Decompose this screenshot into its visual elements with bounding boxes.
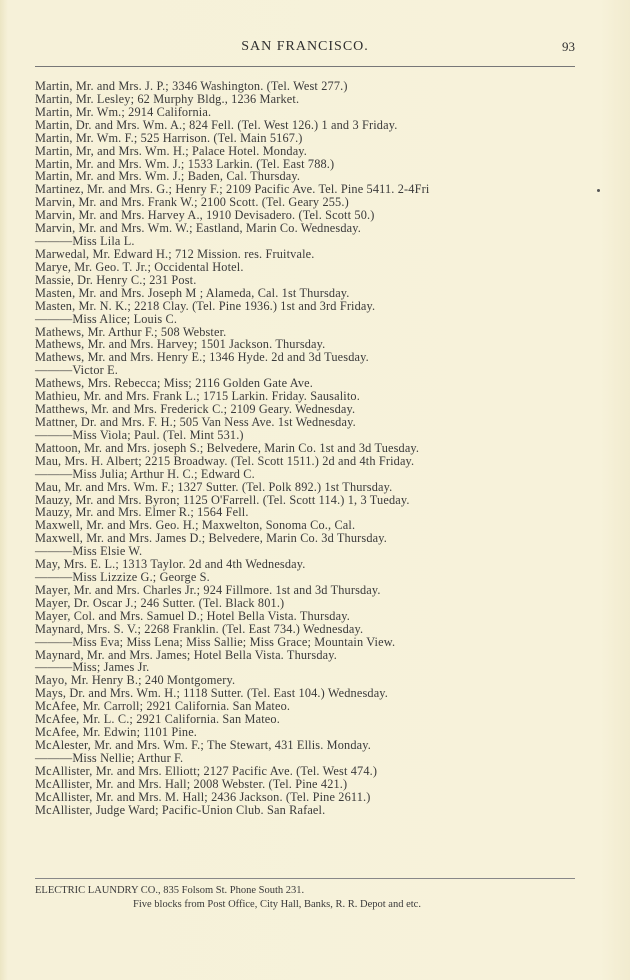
directory-entry: Maxwell, Mr. and Mrs. Geo. H.; Maxwelton, Sonoma Co., Cal.	[35, 518, 356, 533]
directory-entry: ———Miss Alice; Louis C.	[35, 311, 178, 326]
directory-entry: Mays, Dr. and Mrs. Wm. H.; 1118 Sutter. (Tel. East 104.) Wednesday.	[35, 686, 389, 701]
directory-entry: Martin, Mr. and Mrs. Wm. J.; Baden, Cal. Thursday.	[35, 169, 301, 184]
directory-entry: ———Miss Elsie W.	[35, 544, 143, 559]
directory-entry: Mathews, Mr. Arthur F.; 508 Webster.	[35, 324, 227, 339]
directory-entry: Mayer, Col. and Mrs. Samuel D.; Hotel Bella Vista. Thursday.	[35, 608, 350, 623]
advertisement-line-1: ELECTRIC LAUNDRY CO., 835 Folsom St. Phone South 231.	[35, 885, 305, 896]
directory-entry: Matthews, Mr. and Mrs. Frederick C.; 2109 Geary. Wednesday.	[35, 402, 356, 417]
directory-entry: Maynard, Mrs. S. V.; 2268 Franklin. (Tel. East 734.) Wednesday.	[35, 621, 364, 636]
scan-speck	[597, 189, 600, 192]
directory-entry: Mattoon, Mr. and Mrs. joseph S.; Belvedere, Marin Co. 1st and 3d Tuesday.	[35, 440, 420, 455]
directory-entry: ———Victor E.	[35, 363, 119, 378]
directory-entry: Martin, Mr. Wm.; 2914 California.	[35, 104, 212, 119]
directory-entries	[35, 80, 615, 817]
directory-entry: Mathews, Mr. and Mrs. Henry E.; 1346 Hyde. 2d and 3d Tuesday.	[35, 350, 369, 365]
directory-entry: Mathieu, Mr. and Mrs. Frank L.; 1715 Larkin. Friday. Sausalito.	[35, 389, 360, 404]
page-header	[35, 39, 575, 59]
directory-entry: Martin, Mr. Lesley; 62 Murphy Bldg., 1236 Market.	[35, 91, 300, 106]
directory-entry: Mau, Mrs. H. Albert; 2215 Broadway. (Tel. Scott 1511.) 2d and 4th Friday.	[35, 453, 415, 468]
directory-entry: Martin, Mr. and Mrs. Wm. J.; 1533 Larkin. (Tel. East 788.)	[35, 156, 335, 171]
directory-entry: Martin, Mr. Wm. F.; 525 Harrison. (Tel. Main 5167.)	[35, 130, 303, 145]
directory-entry: Marwedal, Mr. Edward H.; 712 Mission. res. Fruitvale.	[35, 246, 315, 261]
directory-entry: Masten, Mr. and Mrs. Joseph M ; Alameda, Cal. 1st Thursday.	[35, 285, 350, 300]
directory-entry: ———Miss Nellie; Arthur F.	[35, 750, 184, 765]
directory-entry: Martin, Mr. and Mrs. J. P.; 3346 Washington. (Tel. West 277.)	[35, 79, 348, 93]
header-rule	[35, 66, 575, 67]
directory-entry: Martin, Mr, and Mrs. Wm. H.; Palace Hotel. Monday.	[35, 143, 308, 158]
directory-entry: McAfee, Mr. Carroll; 2921 California. San Mateo.	[35, 699, 291, 714]
directory-entry: McAllister, Mr. and Mrs. M. Hall; 2436 Jackson. (Tel. Pine 2611.)	[35, 789, 371, 804]
directory-entry: Massie, Dr. Henry C.; 231 Post.	[35, 272, 197, 287]
directory-entry: Mau, Mr. and Mrs. Wm. F.; 1327 Sutter. (Tel. Polk 892.) 1st Thursday.	[35, 479, 393, 494]
directory-entry: Mayer, Mr. and Mrs. Charles Jr.; 924 Fillmore. 1st and 3d Thursday.	[35, 582, 381, 597]
directory-entry: Maynard, Mr. and Mrs. James; Hotel Bella Vista. Thursday.	[35, 647, 337, 662]
directory-entry: ———Miss Eva; Miss Lena; Miss Sallie; Miss Grace; Mountain View.	[35, 634, 396, 649]
directory-entry: Marvin, Mr. and Mrs. Harvey A., 1910 Devisadero. (Tel. Scott 50.)	[35, 208, 375, 223]
directory-entry: Mathews, Mr. and Mrs. Harvey; 1501 Jackson. Thursday.	[35, 337, 326, 352]
directory-entry: Mauzy, Mr. and Mrs. Elmer R.; 1564 Fell.	[35, 505, 249, 520]
directory-entry: Mayer, Dr. Oscar J.; 246 Sutter. (Tel. Black 801.)	[35, 595, 285, 610]
directory-entry: Marvin, Mr. and Mrs. Frank W.; 2100 Scott. (Tel. Geary 255.)	[35, 195, 349, 210]
directory-entry: ———Miss; James Jr.	[35, 660, 150, 675]
running-title: SAN FRANCISCO.	[241, 39, 369, 54]
directory-entry: May, Mrs. E. L.; 1313 Taylor. 2d and 4th Wednesday.	[35, 557, 306, 572]
page-number: 93	[562, 39, 575, 54]
directory-entry: McAllister, Mr. and Mrs. Hall; 2008 Webster. (Tel. Pine 421.)	[35, 776, 348, 791]
directory-entry: Martinez, Mr. and Mrs. G.; Henry F.; 2109 Pacific Ave. Tel. Pine 5411. 2-4Fri	[35, 182, 430, 197]
directory-entry: Maxwell, Mr. and Mrs. James D.; Belvedere, Marin Co. 3d Thursday.	[35, 531, 387, 546]
directory-entry: ———Miss Lizzize G.; George S.	[35, 570, 210, 585]
directory-entry: Mayo, Mr. Henry B.; 240 Montgomery.	[35, 673, 236, 688]
directory-entry: Mathews, Mrs. Rebecca; Miss; 2116 Golden Gate Ave.	[35, 376, 313, 391]
directory-entry: Marvin, Mr. and Mrs. Wm. W.; Eastland, Marin Co. Wednesday.	[35, 221, 361, 236]
directory-entry: ———Miss Julia; Arthur H. C.; Edward C.	[35, 466, 255, 481]
directory-entry: ———Miss Lila L.	[35, 234, 135, 249]
footer-rule	[35, 878, 575, 879]
directory-entry: Marye, Mr. Geo. T. Jr.; Occidental Hotel.	[35, 259, 244, 274]
footer-advertisement	[35, 884, 595, 912]
advertisement-line-2: Five blocks from Post Office, City Hall, Banks, R. R. Depot and etc.	[133, 899, 421, 910]
directory-entry: Mattner, Dr. and Mrs. F. H.; 505 Van Ness Ave. 1st Wednesday.	[35, 414, 356, 429]
directory-entry: McAlester, Mr. and Mrs. Wm. F.; The Stewart, 431 Ellis. Monday.	[35, 738, 371, 753]
directory-entry: McAllister, Judge Ward; Pacific-Union Club. San Rafael.	[35, 802, 326, 817]
directory-entry: McAllister, Mr. and Mrs. Elliott; 2127 Pacific Ave. (Tel. West 474.)	[35, 763, 378, 778]
directory-entry: Masten, Mr. N. K.; 2218 Clay. (Tel. Pine 1936.) 1st and 3rd Friday.	[35, 298, 376, 313]
directory-entry: Mauzy, Mr. and Mrs. Byron; 1125 O'Farrell. (Tel. Scott 114.) 1, 3 Tueday.	[35, 492, 410, 507]
directory-entry: McAfee, Mr. L. C.; 2921 California. San Mateo.	[35, 712, 280, 727]
directory-entry: ———Miss Viola; Paul. (Tel. Mint 531.)	[35, 427, 244, 442]
directory-entry: Martin, Dr. and Mrs. Wm. A.; 824 Fell. (Tel. West 126.) 1 and 3 Friday.	[35, 117, 398, 132]
directory-entry: McAfee, Mr. Edwin; 1101 Pine.	[35, 725, 198, 740]
